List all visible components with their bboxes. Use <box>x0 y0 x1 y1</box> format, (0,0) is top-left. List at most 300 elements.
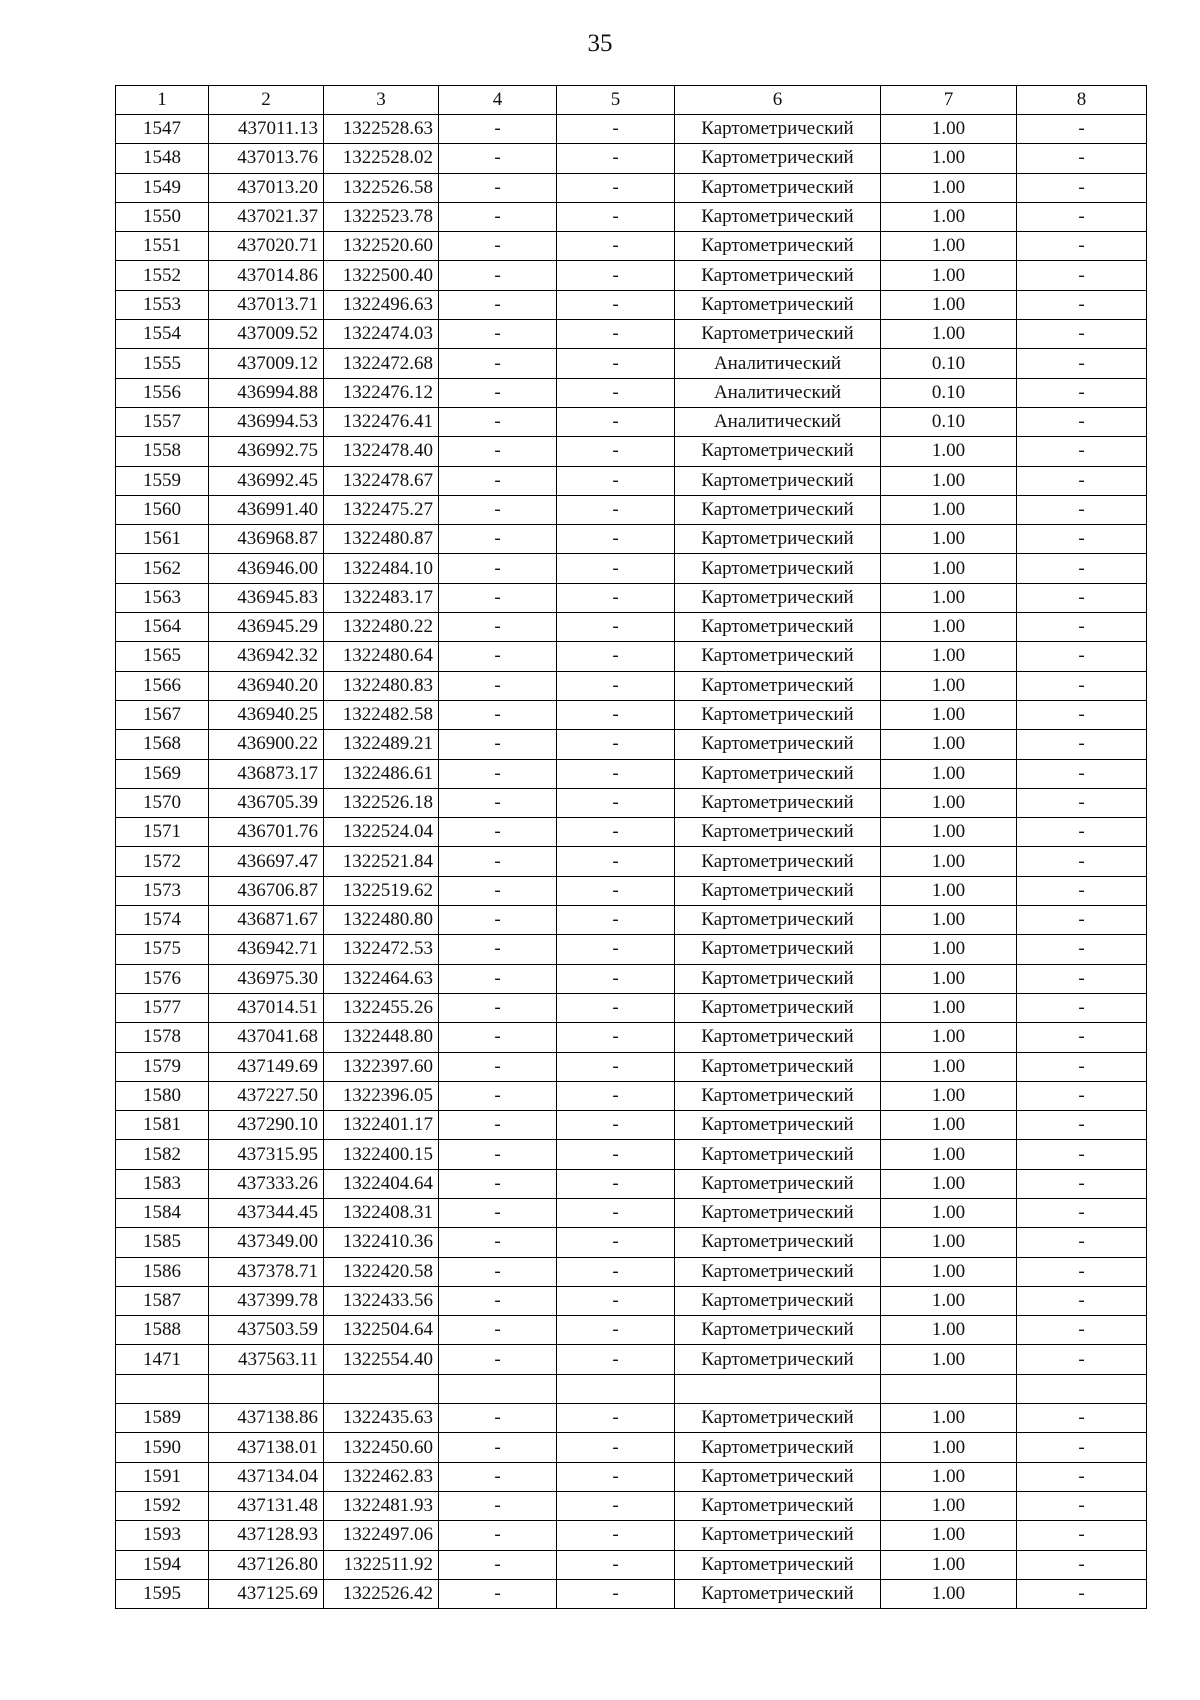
col-4-cell: - <box>439 1140 557 1169</box>
point-number-cell: 1583 <box>116 1169 209 1198</box>
x-coordinate-cell: 437227.50 <box>209 1081 324 1110</box>
point-number-cell: 1587 <box>116 1286 209 1315</box>
x-coordinate-cell: 437126.80 <box>209 1550 324 1579</box>
method-cell: Картометрический <box>675 1521 881 1550</box>
table-row <box>116 290 1147 319</box>
col-5-cell: - <box>557 1169 675 1198</box>
accuracy-cell: 1.00 <box>881 1345 1017 1374</box>
column-header: 7 <box>881 86 1017 115</box>
col-5-cell: - <box>557 671 675 700</box>
x-coordinate-cell: 437131.48 <box>209 1491 324 1520</box>
method-cell: Картометрический <box>675 1081 881 1110</box>
point-number-cell: 1561 <box>116 525 209 554</box>
y-coordinate-cell: 1322433.56 <box>324 1286 439 1315</box>
col-8-cell: - <box>1017 906 1147 935</box>
col-8-cell: - <box>1017 1023 1147 1052</box>
col-4-cell: - <box>439 613 557 642</box>
col-4-cell: - <box>439 115 557 144</box>
point-number-cell: 1586 <box>116 1257 209 1286</box>
method-cell: Картометрический <box>675 290 881 319</box>
table-row <box>116 730 1147 759</box>
col-5-cell: - <box>557 554 675 583</box>
col-4-cell: - <box>439 1433 557 1462</box>
method-cell: Картометрический <box>675 1169 881 1198</box>
table-row <box>116 935 1147 964</box>
point-number-cell: 1570 <box>116 788 209 817</box>
col-4-cell: - <box>439 906 557 935</box>
accuracy-cell: 1.00 <box>881 290 1017 319</box>
x-coordinate-cell: 437333.26 <box>209 1169 324 1198</box>
method-cell: Картометрический <box>675 613 881 642</box>
point-number-cell: 1563 <box>116 583 209 612</box>
col-8-cell: - <box>1017 642 1147 671</box>
point-number-cell: 1593 <box>116 1521 209 1550</box>
x-coordinate-cell: 437399.78 <box>209 1286 324 1315</box>
col-5-cell: - <box>557 437 675 466</box>
col-8-cell: - <box>1017 437 1147 466</box>
method-cell: Картометрический <box>675 232 881 261</box>
x-coordinate-cell: 436697.47 <box>209 847 324 876</box>
col-5-cell: - <box>557 115 675 144</box>
point-number-cell: 1555 <box>116 349 209 378</box>
accuracy-cell: 1.00 <box>881 876 1017 905</box>
col-4-cell: - <box>439 378 557 407</box>
table-row <box>116 1521 1147 1550</box>
method-cell: Картометрический <box>675 1286 881 1315</box>
col-5-cell: - <box>557 759 675 788</box>
col-8-cell: - <box>1017 407 1147 436</box>
col-8-cell: - <box>1017 818 1147 847</box>
table-row <box>116 1023 1147 1052</box>
col-8-cell: - <box>1017 261 1147 290</box>
point-number-cell: 1592 <box>116 1491 209 1520</box>
method-cell: Картометрический <box>675 437 881 466</box>
x-coordinate-cell: 437013.20 <box>209 173 324 202</box>
col-4-cell: - <box>439 407 557 436</box>
x-coordinate-cell: 437344.45 <box>209 1198 324 1227</box>
col-8-cell: - <box>1017 1081 1147 1110</box>
col-8-cell: - <box>1017 1345 1147 1374</box>
method-cell: Картометрический <box>675 583 881 612</box>
y-coordinate-cell: 1322496.63 <box>324 290 439 319</box>
method-cell: Картометрический <box>675 1579 881 1608</box>
y-coordinate-cell: 1322481.93 <box>324 1491 439 1520</box>
accuracy-cell: 1.00 <box>881 1491 1017 1520</box>
col-5-cell: - <box>557 1198 675 1227</box>
table-row <box>116 700 1147 729</box>
method-cell: Картометрический <box>675 320 881 349</box>
col-8-cell: - <box>1017 1140 1147 1169</box>
x-coordinate-cell: 437009.12 <box>209 349 324 378</box>
y-coordinate-cell: 1322480.87 <box>324 525 439 554</box>
x-coordinate-cell: 437138.86 <box>209 1404 324 1433</box>
col-4-cell: - <box>439 935 557 964</box>
table-row <box>116 525 1147 554</box>
coordinates-table <box>115 85 1147 1609</box>
method-cell: Картометрический <box>675 495 881 524</box>
col-5-cell: - <box>557 1081 675 1110</box>
col-8-cell: - <box>1017 495 1147 524</box>
table-row <box>116 232 1147 261</box>
x-coordinate-cell: 436968.87 <box>209 525 324 554</box>
col-5-cell: - <box>557 613 675 642</box>
table-row <box>116 1491 1147 1520</box>
col-8-cell: - <box>1017 320 1147 349</box>
point-number-cell: 1558 <box>116 437 209 466</box>
point-number-cell: 1573 <box>116 876 209 905</box>
col-5-cell: - <box>557 993 675 1022</box>
table-row <box>116 1140 1147 1169</box>
col-4-cell: - <box>439 144 557 173</box>
col-5-cell: - <box>557 1345 675 1374</box>
point-number-cell: 1581 <box>116 1111 209 1140</box>
col-5-cell: - <box>557 202 675 231</box>
x-coordinate-cell: 436946.00 <box>209 554 324 583</box>
col-8-cell: - <box>1017 788 1147 817</box>
col-4-cell: - <box>439 1550 557 1579</box>
col-5-cell: - <box>557 290 675 319</box>
x-coordinate-cell: 436705.39 <box>209 788 324 817</box>
accuracy-cell: 1.00 <box>881 1433 1017 1462</box>
col-8-cell: - <box>1017 1052 1147 1081</box>
method-cell: Картометрический <box>675 700 881 729</box>
col-5-cell: - <box>557 1140 675 1169</box>
accuracy-cell: 1.00 <box>881 1286 1017 1315</box>
table-row <box>116 144 1147 173</box>
col-8-cell <box>1017 1374 1147 1403</box>
accuracy-cell: 1.00 <box>881 1521 1017 1550</box>
col-4-cell: - <box>439 818 557 847</box>
x-coordinate-cell: 436945.29 <box>209 613 324 642</box>
table-row <box>116 788 1147 817</box>
y-coordinate-cell: 1322482.58 <box>324 700 439 729</box>
table-row <box>116 993 1147 1022</box>
table-row <box>116 320 1147 349</box>
y-coordinate-cell: 1322528.63 <box>324 115 439 144</box>
method-cell: Картометрический <box>675 671 881 700</box>
y-coordinate-cell: 1322420.58 <box>324 1257 439 1286</box>
method-cell <box>675 1374 881 1403</box>
point-number-cell: 1577 <box>116 993 209 1022</box>
accuracy-cell: 1.00 <box>881 759 1017 788</box>
accuracy-cell: 1.00 <box>881 320 1017 349</box>
table-row <box>116 349 1147 378</box>
col-4-cell: - <box>439 1257 557 1286</box>
table-row <box>116 1198 1147 1227</box>
x-coordinate-cell: 437011.13 <box>209 115 324 144</box>
col-8-cell: - <box>1017 1286 1147 1315</box>
point-number-cell: 1551 <box>116 232 209 261</box>
x-coordinate-cell: 437041.68 <box>209 1023 324 1052</box>
y-coordinate-cell: 1322404.64 <box>324 1169 439 1198</box>
col-4-cell: - <box>439 1286 557 1315</box>
accuracy-cell: 1.00 <box>881 1228 1017 1257</box>
y-coordinate-cell: 1322524.04 <box>324 818 439 847</box>
col-8-cell: - <box>1017 759 1147 788</box>
col-5-cell: - <box>557 1052 675 1081</box>
y-coordinate-cell: 1322526.18 <box>324 788 439 817</box>
col-5-cell: - <box>557 847 675 876</box>
col-8-cell: - <box>1017 466 1147 495</box>
col-4-cell: - <box>439 290 557 319</box>
method-cell: Аналитический <box>675 349 881 378</box>
col-4-cell: - <box>439 261 557 290</box>
col-8-cell: - <box>1017 1169 1147 1198</box>
method-cell: Аналитический <box>675 378 881 407</box>
method-cell: Картометрический <box>675 759 881 788</box>
accuracy-cell: 1.00 <box>881 525 1017 554</box>
col-8-cell: - <box>1017 232 1147 261</box>
table-body <box>116 115 1147 1609</box>
point-number-cell: 1588 <box>116 1316 209 1345</box>
col-4-cell: - <box>439 1404 557 1433</box>
point-number-cell: 1576 <box>116 964 209 993</box>
col-5-cell: - <box>557 173 675 202</box>
col-5-cell: - <box>557 1521 675 1550</box>
col-4-cell: - <box>439 964 557 993</box>
column-header: 2 <box>209 86 324 115</box>
col-8-cell: - <box>1017 173 1147 202</box>
column-header: 6 <box>675 86 881 115</box>
col-5-cell: - <box>557 730 675 759</box>
table-row <box>116 115 1147 144</box>
col-4-cell: - <box>439 1521 557 1550</box>
col-8-cell: - <box>1017 964 1147 993</box>
col-5-cell: - <box>557 1316 675 1345</box>
x-coordinate-cell <box>209 1374 324 1403</box>
method-cell: Картометрический <box>675 1228 881 1257</box>
point-number-cell: 1571 <box>116 818 209 847</box>
col-4-cell: - <box>439 232 557 261</box>
col-4-cell: - <box>439 1111 557 1140</box>
x-coordinate-cell: 436994.53 <box>209 407 324 436</box>
col-4-cell: - <box>439 1169 557 1198</box>
accuracy-cell <box>881 1374 1017 1403</box>
table-row <box>116 1462 1147 1491</box>
y-coordinate-cell: 1322504.64 <box>324 1316 439 1345</box>
table-row <box>116 847 1147 876</box>
col-4-cell: - <box>439 759 557 788</box>
table-row <box>116 554 1147 583</box>
col-4-cell: - <box>439 495 557 524</box>
accuracy-cell: 1.00 <box>881 1316 1017 1345</box>
col-4-cell: - <box>439 466 557 495</box>
accuracy-cell: 1.00 <box>881 583 1017 612</box>
accuracy-cell: 0.10 <box>881 407 1017 436</box>
col-5-cell: - <box>557 876 675 905</box>
x-coordinate-cell: 437563.11 <box>209 1345 324 1374</box>
y-coordinate-cell: 1322476.41 <box>324 407 439 436</box>
column-header: 8 <box>1017 86 1147 115</box>
point-number-cell: 1595 <box>116 1579 209 1608</box>
y-coordinate-cell: 1322475.27 <box>324 495 439 524</box>
table-row <box>116 1257 1147 1286</box>
table-row <box>116 1404 1147 1433</box>
y-coordinate-cell: 1322408.31 <box>324 1198 439 1227</box>
table-row <box>116 466 1147 495</box>
accuracy-cell: 1.00 <box>881 730 1017 759</box>
point-number-cell: 1560 <box>116 495 209 524</box>
col-5-cell: - <box>557 349 675 378</box>
table-row <box>116 1316 1147 1345</box>
method-cell: Картометрический <box>675 1316 881 1345</box>
method-cell: Картометрический <box>675 935 881 964</box>
x-coordinate-cell: 437378.71 <box>209 1257 324 1286</box>
table-row <box>116 173 1147 202</box>
point-number-cell: 1550 <box>116 202 209 231</box>
y-coordinate-cell: 1322526.42 <box>324 1579 439 1608</box>
y-coordinate-cell: 1322476.12 <box>324 378 439 407</box>
accuracy-cell: 1.00 <box>881 173 1017 202</box>
method-cell: Картометрический <box>675 1198 881 1227</box>
method-cell: Картометрический <box>675 1404 881 1433</box>
accuracy-cell: 1.00 <box>881 613 1017 642</box>
point-number-cell: 1549 <box>116 173 209 202</box>
table-row <box>116 759 1147 788</box>
y-coordinate-cell: 1322396.05 <box>324 1081 439 1110</box>
method-cell: Картометрический <box>675 1111 881 1140</box>
col-5-cell: - <box>557 700 675 729</box>
col-4-cell: - <box>439 788 557 817</box>
col-5-cell: - <box>557 144 675 173</box>
col-8-cell: - <box>1017 378 1147 407</box>
table-row <box>116 613 1147 642</box>
y-coordinate-cell: 1322464.63 <box>324 964 439 993</box>
point-number-cell: 1568 <box>116 730 209 759</box>
point-number-cell: 1554 <box>116 320 209 349</box>
method-cell: Картометрический <box>675 466 881 495</box>
col-8-cell: - <box>1017 1257 1147 1286</box>
col-8-cell: - <box>1017 876 1147 905</box>
x-coordinate-cell: 436994.88 <box>209 378 324 407</box>
col-8-cell: - <box>1017 525 1147 554</box>
col-4-cell: - <box>439 1579 557 1608</box>
x-coordinate-cell: 437021.37 <box>209 202 324 231</box>
accuracy-cell: 1.00 <box>881 554 1017 583</box>
col-8-cell: - <box>1017 1521 1147 1550</box>
x-coordinate-cell: 437128.93 <box>209 1521 324 1550</box>
column-header: 5 <box>557 86 675 115</box>
col-5-cell: - <box>557 964 675 993</box>
col-8-cell: - <box>1017 993 1147 1022</box>
col-5-cell: - <box>557 642 675 671</box>
col-4-cell: - <box>439 876 557 905</box>
accuracy-cell: 1.00 <box>881 935 1017 964</box>
table-header-row <box>116 86 1147 115</box>
col-8-cell: - <box>1017 1491 1147 1520</box>
method-cell: Картометрический <box>675 906 881 935</box>
y-coordinate-cell: 1322486.61 <box>324 759 439 788</box>
col-5-cell: - <box>557 495 675 524</box>
y-coordinate-cell <box>324 1374 439 1403</box>
accuracy-cell: 1.00 <box>881 495 1017 524</box>
y-coordinate-cell: 1322397.60 <box>324 1052 439 1081</box>
y-coordinate-cell: 1322519.62 <box>324 876 439 905</box>
col-4-cell: - <box>439 671 557 700</box>
table-row <box>116 1081 1147 1110</box>
y-coordinate-cell: 1322472.53 <box>324 935 439 964</box>
col-8-cell: - <box>1017 1462 1147 1491</box>
y-coordinate-cell: 1322526.58 <box>324 173 439 202</box>
point-number-cell: 1590 <box>116 1433 209 1462</box>
table-row <box>116 1286 1147 1315</box>
accuracy-cell: 1.00 <box>881 1404 1017 1433</box>
y-coordinate-cell: 1322497.06 <box>324 1521 439 1550</box>
y-coordinate-cell: 1322450.60 <box>324 1433 439 1462</box>
y-coordinate-cell: 1322472.68 <box>324 349 439 378</box>
point-number-cell: 1562 <box>116 554 209 583</box>
col-5-cell: - <box>557 1491 675 1520</box>
col-5-cell: - <box>557 1433 675 1462</box>
col-8-cell: - <box>1017 144 1147 173</box>
accuracy-cell: 0.10 <box>881 378 1017 407</box>
table-row <box>116 964 1147 993</box>
column-header: 3 <box>324 86 439 115</box>
method-cell: Аналитический <box>675 407 881 436</box>
method-cell: Картометрический <box>675 1345 881 1374</box>
x-coordinate-cell: 436873.17 <box>209 759 324 788</box>
col-8-cell: - <box>1017 115 1147 144</box>
col-5-cell: - <box>557 320 675 349</box>
x-coordinate-cell: 436992.75 <box>209 437 324 466</box>
table-row <box>116 818 1147 847</box>
accuracy-cell: 1.00 <box>881 1462 1017 1491</box>
y-coordinate-cell: 1322480.22 <box>324 613 439 642</box>
accuracy-cell: 1.00 <box>881 1169 1017 1198</box>
x-coordinate-cell: 437009.52 <box>209 320 324 349</box>
accuracy-cell: 1.00 <box>881 1052 1017 1081</box>
x-coordinate-cell: 437290.10 <box>209 1111 324 1140</box>
x-coordinate-cell: 436706.87 <box>209 876 324 905</box>
x-coordinate-cell: 437315.95 <box>209 1140 324 1169</box>
method-cell: Картометрический <box>675 144 881 173</box>
point-number-cell: 1552 <box>116 261 209 290</box>
col-5-cell <box>557 1374 675 1403</box>
table-row <box>116 378 1147 407</box>
y-coordinate-cell: 1322455.26 <box>324 993 439 1022</box>
col-8-cell: - <box>1017 290 1147 319</box>
method-cell: Картометрический <box>675 173 881 202</box>
point-number-cell: 1566 <box>116 671 209 700</box>
blank-row <box>116 1374 1147 1403</box>
method-cell: Картометрический <box>675 993 881 1022</box>
point-number-cell: 1591 <box>116 1462 209 1491</box>
point-number-cell: 1585 <box>116 1228 209 1257</box>
y-coordinate-cell: 1322480.83 <box>324 671 439 700</box>
x-coordinate-cell: 437014.51 <box>209 993 324 1022</box>
accuracy-cell: 1.00 <box>881 261 1017 290</box>
method-cell: Картометрический <box>675 261 881 290</box>
method-cell: Картометрический <box>675 1023 881 1052</box>
method-cell: Картометрический <box>675 1433 881 1462</box>
method-cell: Картометрический <box>675 876 881 905</box>
point-number-cell: 1578 <box>116 1023 209 1052</box>
point-number-cell: 1594 <box>116 1550 209 1579</box>
col-5-cell: - <box>557 1579 675 1608</box>
col-8-cell: - <box>1017 1579 1147 1608</box>
col-4-cell: - <box>439 1228 557 1257</box>
x-coordinate-cell: 436701.76 <box>209 818 324 847</box>
y-coordinate-cell: 1322511.92 <box>324 1550 439 1579</box>
col-4-cell: - <box>439 1081 557 1110</box>
table-row <box>116 261 1147 290</box>
column-header: 1 <box>116 86 209 115</box>
col-8-cell: - <box>1017 1198 1147 1227</box>
x-coordinate-cell: 436975.30 <box>209 964 324 993</box>
accuracy-cell: 1.00 <box>881 818 1017 847</box>
y-coordinate-cell: 1322489.21 <box>324 730 439 759</box>
col-5-cell: - <box>557 788 675 817</box>
